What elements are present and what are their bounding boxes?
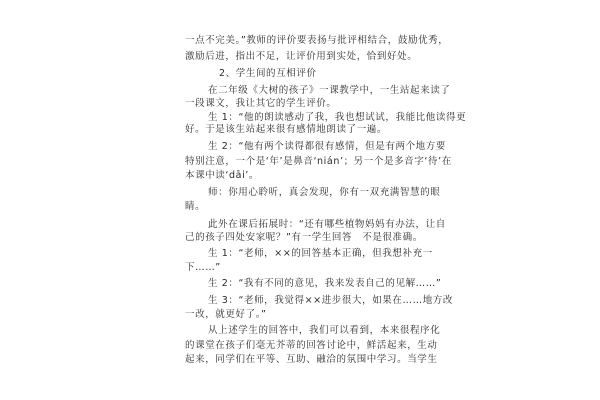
text-line: 生 1：“老师，××的回答基本正确，但我想补充一	[208, 248, 433, 259]
text-line: 此外在课后拓展时：“还有哪些植物妈妈有办法，让自	[208, 219, 446, 230]
text-line: 激励后进，指出不足，让评价用到实处，恰到好处。	[185, 51, 418, 62]
text-line: 一点不完美。”教师的评价要表扬与批评相结合，鼓励优秀，	[185, 35, 449, 46]
text-line: 在二年级《大树的孩子》一课教学中，一生站起来读了	[208, 85, 451, 96]
text-line: 己的孩子四处安家呢？”有一学生回答 不是很准确。	[185, 232, 423, 243]
text-line: 本课中读‘dāi’。	[185, 170, 260, 181]
text-line: 一段课文，我让其它的学生评价。	[185, 98, 337, 109]
text-line: 特别注意，一个是‘年’是鼻音‘nián’；另一个是多音字‘待’在	[185, 156, 452, 167]
text-line: 睛。	[185, 201, 206, 212]
text-line: 从上述学生的回答中，我们可以看到，本来很程序化	[208, 325, 441, 336]
text-line: 一改，就更好了。”	[185, 309, 267, 320]
text-line: 师：你用心聆听，真会发现，你有一双充满智慧的眼	[208, 187, 441, 198]
text-line: 好。于是该生站起来很有感情地朗读了一遍。	[185, 124, 388, 135]
text-line: 下……”	[185, 262, 221, 273]
section-heading: 2、学生间的互相评价	[219, 68, 317, 79]
text-line: 生 1：“他的朗读感动了我，我也想试试，我能比他读得更	[208, 112, 467, 123]
text-line: 的课堂在孩子们毫无芥蒂的回答讨论中，鲜活起来，生动	[185, 340, 438, 351]
text-line: 生 2：“我有不同的意见，我来发表自己的见解……”	[208, 278, 442, 289]
text-line: 生 2：“他有两个读得都很有感情，但是有两个地方要	[208, 141, 446, 152]
text-line: 生 3：“老师，我觉得××进步很大，如果在……地方改	[208, 295, 454, 306]
text-line: 起来，同学们在平等、互助、融洽的氛围中学习。当学生	[185, 354, 438, 365]
